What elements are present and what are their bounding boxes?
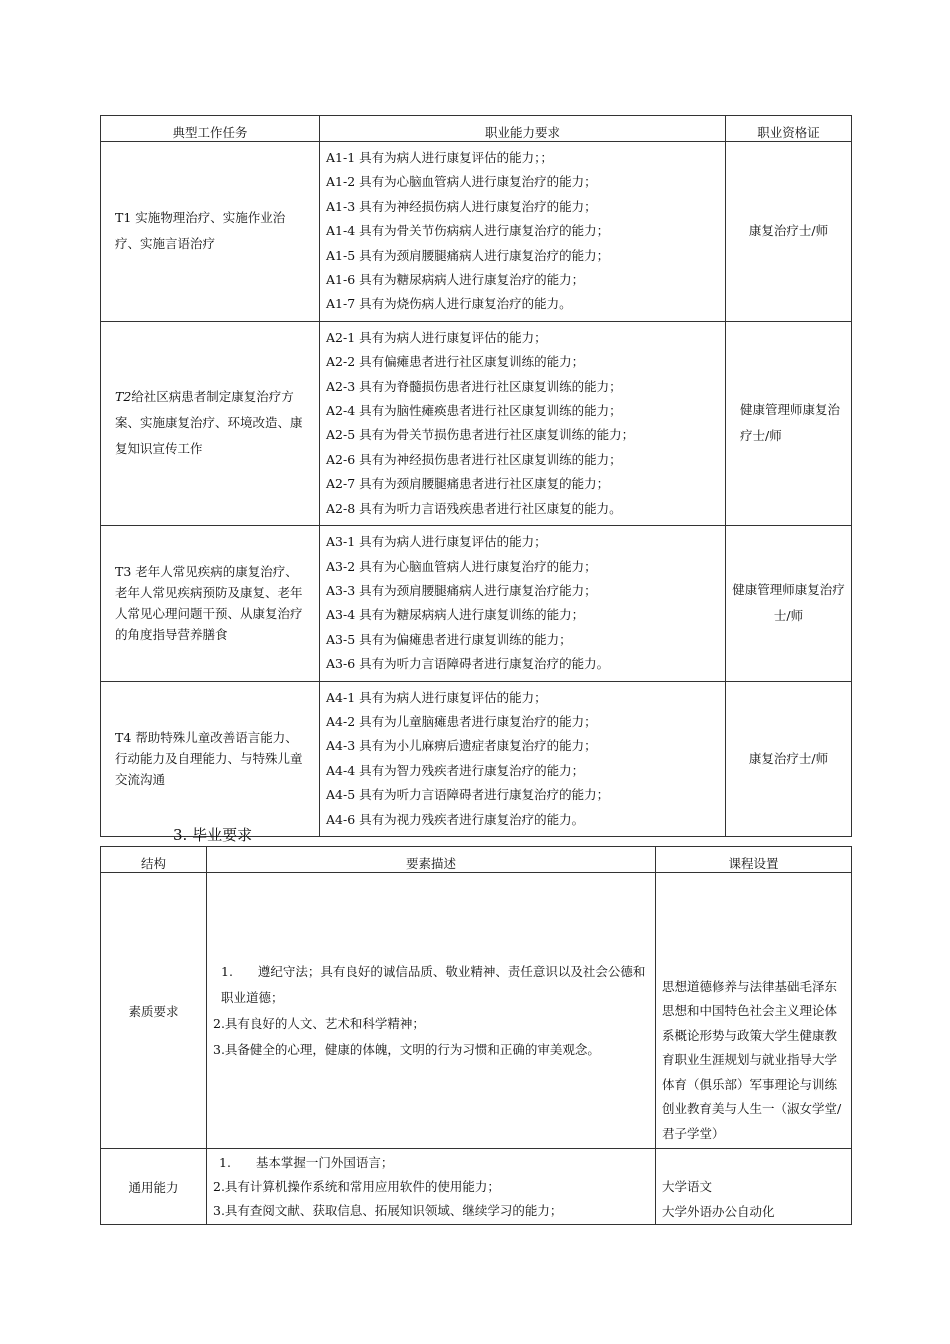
ability-item: A3-4 具有为糖尿病病人进行康复训练的能力； [326, 607, 585, 623]
ability-item: A4-6 具有为视力残疾者进行康复治疗的能力。 [326, 811, 585, 827]
task-cell: T3 老年人常见疾病的康复治疗、老年人常见疾病预防及康复、老年人常见心理问题干预、从康复治疗的角度指导营养膳食 [101, 526, 320, 681]
description-item: 3.具有查阅文献、获取信息、拓展知识领域、继续学习的能力； [213, 1202, 563, 1218]
header-ability-requirement: 职业能力要求 [320, 116, 726, 142]
task-cell [101, 321, 320, 525]
ability-cell [320, 321, 726, 525]
description-item: 1. 遵纪守法；具有良好的诚信品质、敬业精神、责任意识以及社会公德和职业道德； [221, 963, 646, 1005]
task-text: 给社区病患者制定康复治疗方案、实施康复治疗、环境改造、康复知识宣传工作 [115, 389, 303, 457]
table-row [101, 681, 852, 836]
ability-item: A1-2 具有为心脑血管病人进行康复治疗的能力； [326, 174, 597, 190]
certificate-cell: 康复治疗士/师 [726, 142, 852, 322]
header-description: 要素描述 [207, 847, 656, 873]
ability-item: A3-2 具有为心脑血管病人进行康复治疗的能力； [326, 558, 597, 574]
certificate-cell: 康复治疗士/师 [726, 681, 852, 836]
occupational-ability-table [100, 115, 852, 837]
description-item: 3.具备健全的心理，健康的体魄，文明的行为习惯和正确的审美观念。 [213, 1041, 600, 1057]
table-row [101, 873, 852, 1149]
course-line: 大学语文 [662, 1179, 713, 1194]
description-cell [207, 873, 656, 1149]
ability-item: A4-2 具有为儿童脑瘫患者进行康复治疗的能力； [326, 713, 597, 729]
ability-item: A2-4 具有为脑性瘫痪患者进行社区康复训练的能力； [326, 403, 622, 419]
description-item: 2.具有计算机操作系统和常用应用软件的使用能力； [213, 1178, 500, 1194]
structure-cell: 素质要求 [101, 873, 207, 1149]
ability-item: A3-5 具有为偏瘫患者进行康复训练的能力； [326, 631, 572, 647]
ability-item: A2-3 具有为脊髓损伤患者进行社区康复训练的能力； [326, 378, 622, 394]
ability-cell [320, 142, 726, 322]
graduation-requirement-table [100, 846, 852, 1225]
courses-cell [656, 1149, 852, 1225]
ability-item: A2-5 具有为骨关节损伤患者进行社区康复训练的能力； [326, 427, 635, 443]
ability-item: A4-3 具有为小儿麻痹后遗症者康复治疗的能力； [326, 738, 597, 754]
description-item: 1. 基本掌握一门外国语言； [219, 1154, 394, 1170]
courses-cell: 思想道德修养与法律基础毛泽东思想和中国特色社会主义理论体系概论形势与政策大学生健康教育职业生涯规划与就业指导大学体育（俱乐部）军事理论与训练创业教育美与人生一（淑女学堂/君子学堂） [656, 873, 852, 1149]
table-row [101, 1149, 852, 1225]
certificate-cell: 健康管理师康复治疗士/师 [726, 321, 852, 525]
ability-cell [320, 526, 726, 681]
ability-cell [320, 681, 726, 836]
ability-item: A1-7 具有为烧伤病人进行康复治疗的能力。 [326, 296, 572, 312]
description-item: 2.具有良好的人文、艺术和科学精神； [213, 1015, 425, 1031]
ability-item: A1-6 具有为糖尿病病人进行康复治疗的能力； [326, 272, 585, 288]
ability-item: A2-8 具有为听力言语残疾患者进行社区康复的能力。 [326, 500, 622, 516]
task-prefix: T2 [115, 389, 132, 405]
description-cell [207, 1149, 656, 1225]
ability-item: A2-6 具有为神经损伤患者进行社区康复训练的能力； [326, 451, 622, 467]
task-cell: T4 帮助特殊儿童改善语言能力、行动能力及自理能力、与特殊儿童交流沟通 [101, 681, 320, 836]
header-structure: 结构 [101, 847, 207, 873]
ability-item: A2-1 具有为病人进行康复评估的能力； [326, 329, 547, 345]
table-row [101, 321, 852, 525]
header-qualification: 职业资格证 [726, 116, 852, 142]
ability-item: A1-3 具有为神经损伤病人进行康复治疗的能力； [326, 198, 597, 214]
ability-item: A3-1 具有为病人进行康复评估的能力； [326, 534, 547, 550]
ability-item: A2-2 具有偏瘫患者进行社区康复训练的能力； [326, 354, 585, 370]
course-line: 大学外语办公自动化 [662, 1203, 775, 1219]
section-title: 3. 毕业要求 [173, 826, 253, 844]
task-cell: T1 实施物理治疗、实施作业治疗、实施言语治疗 [101, 142, 320, 322]
certificate-cell: 健康管理师康复治疗士/师 [726, 526, 852, 681]
ability-item: A1-5 具有为颈肩腰腿痛病人进行康复治疗的能力； [326, 247, 610, 263]
ability-item: A4-1 具有为病人进行康复评估的能力； [326, 689, 547, 705]
ability-item: A2-7 具有为颈肩腰腿痛患者进行社区康复的能力； [326, 476, 610, 492]
ability-item: A1-4 具有为骨关节伤病病人进行康复治疗的能力； [326, 223, 610, 239]
table-row [101, 526, 852, 681]
ability-item: A3-6 具有为听力言语障碍者进行康复治疗的能力。 [326, 656, 610, 672]
structure-cell: 通用能力 [101, 1149, 207, 1225]
ability-item: A4-4 具有为智力残疾者进行康复治疗的能力； [326, 762, 585, 778]
header-courses: 课程设置 [656, 847, 852, 873]
table-row [101, 142, 852, 322]
ability-item: A1-1 具有为病人进行康复评估的能力；； [326, 150, 553, 165]
ability-item: A3-3 具有为颈肩腰腿痛病人进行康复治疗能力； [326, 582, 597, 598]
ability-item: A4-5 具有为听力言语障碍者进行康复治疗的能力； [326, 787, 610, 803]
header-typical-task: 典型工作任务 [101, 116, 320, 142]
